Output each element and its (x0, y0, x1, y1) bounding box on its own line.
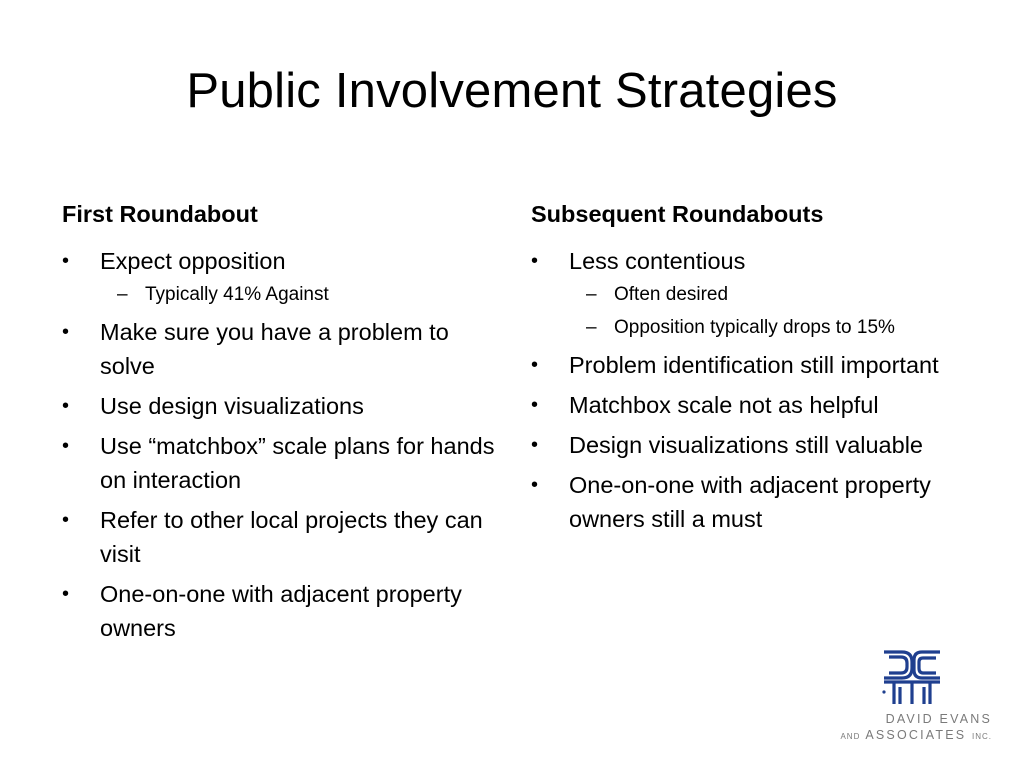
bullet-text: Use design visualizations (100, 393, 364, 420)
bullet-text: Problem identification still important (569, 352, 939, 379)
logo-and-text: AND (840, 732, 861, 741)
right-bullet-item (531, 468, 961, 536)
right-bullet-list (531, 244, 961, 536)
left-bullet-item (62, 577, 502, 645)
left-bullet-item (62, 503, 502, 571)
bullet-text: Expect opposition (100, 248, 286, 275)
sub-bullet-list (569, 280, 961, 342)
left-bullet-item (62, 244, 502, 309)
right-sub-bullet-item (569, 313, 961, 342)
bullet-text: Use “matchbox” scale plans for hands on interaction (100, 433, 495, 494)
right-column (531, 200, 961, 542)
slide-title: Public Involvement Strategies (186, 64, 838, 118)
logo-associates-text: ASSOCIATES (865, 728, 967, 742)
bullet-icon: • (62, 509, 70, 532)
left-column (62, 200, 502, 651)
sub-bullet-text: Often desired (614, 284, 729, 306)
logo-text-line1: DAVID EVANS (885, 712, 992, 726)
bullet-text: One-on-one with adjacent property owners (100, 581, 462, 642)
right-bullet-item (531, 348, 961, 382)
sub-bullet-text: Typically 41% Against (145, 284, 329, 306)
company-logo (832, 644, 997, 744)
left-column-heading: First Roundabout (62, 201, 258, 227)
bullet-icon: • (531, 394, 539, 417)
right-bullet-item (531, 388, 961, 422)
bullet-text: Make sure you have a problem to solve (100, 319, 449, 380)
dash-icon: – (586, 317, 597, 339)
right-sub-bullet-item (569, 280, 961, 309)
bullet-icon: • (62, 321, 70, 344)
bullet-icon: • (531, 474, 539, 497)
bullet-icon: • (531, 354, 539, 377)
left-bullet-item (62, 429, 502, 497)
left-bullet-item (62, 389, 502, 423)
sub-bullet-list (100, 280, 502, 309)
right-bullet-item (531, 428, 961, 462)
bullet-icon: • (62, 583, 70, 606)
right-column-heading: Subsequent Roundabouts (531, 201, 824, 227)
bullet-text: Matchbox scale not as helpful (569, 392, 879, 419)
dash-icon: – (117, 284, 128, 306)
left-bullet-item (62, 315, 502, 383)
right-bullet-item (531, 244, 961, 342)
bullet-text: One-on-one with adjacent property owners still a must (569, 472, 931, 533)
bullet-text: Design visualizations still valuable (569, 432, 923, 459)
left-sub-bullet-item (100, 280, 502, 309)
bullet-text: Refer to other local projects they can visit (100, 507, 483, 568)
left-bullet-list (62, 244, 502, 645)
dash-icon: – (586, 284, 597, 306)
bullet-icon: • (531, 250, 539, 273)
bullet-icon: • (531, 434, 539, 457)
bullet-icon: • (62, 250, 70, 273)
logo-inc-text: INC. (972, 732, 992, 741)
bullet-icon: • (62, 395, 70, 418)
bullet-text: Less contentious (569, 248, 746, 275)
dea-logo-mark-icon (880, 646, 944, 706)
sub-bullet-text: Opposition typically drops to 15% (614, 317, 895, 339)
logo-text-line2 (832, 728, 992, 742)
bullet-icon: • (62, 435, 70, 458)
